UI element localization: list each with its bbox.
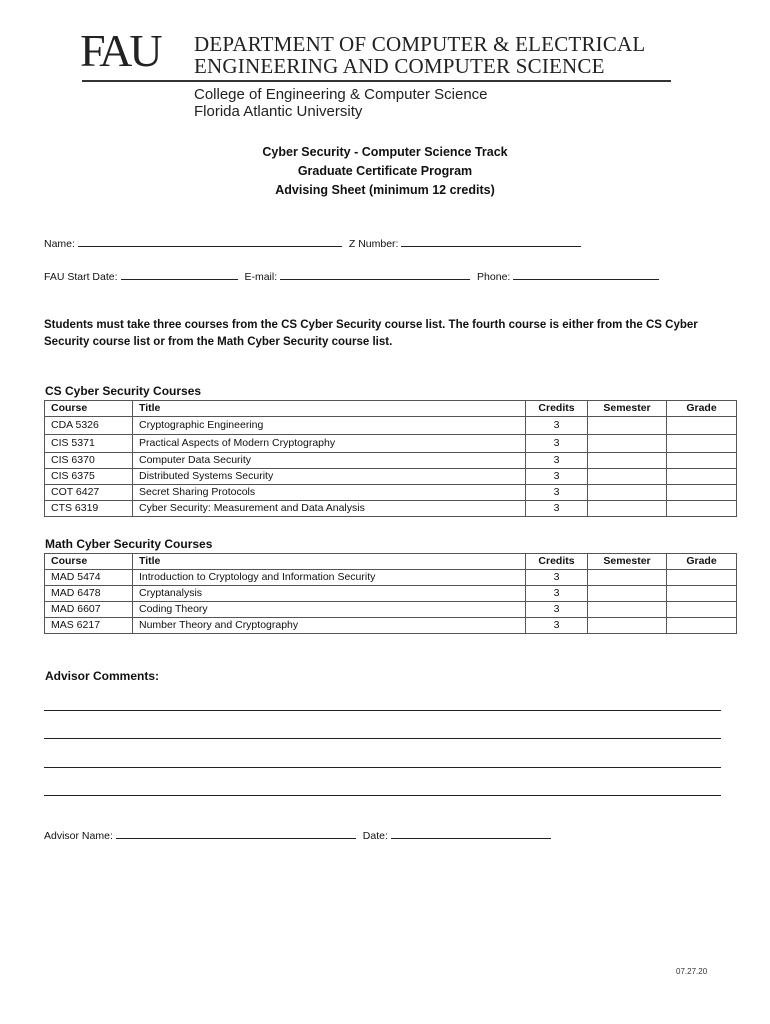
course-credits: 3 bbox=[526, 469, 588, 485]
semester-cell[interactable] bbox=[588, 618, 667, 634]
grade-cell[interactable] bbox=[667, 453, 737, 469]
advisor-comments-label: Advisor Comments: bbox=[45, 669, 160, 683]
course-title: Number Theory and Cryptography bbox=[133, 618, 526, 634]
header-divider bbox=[82, 80, 671, 82]
grade-cell[interactable] bbox=[667, 586, 737, 602]
cs-courses-table bbox=[44, 400, 737, 517]
table-header-row bbox=[45, 401, 737, 417]
course-credits: 3 bbox=[526, 485, 588, 501]
semester-cell[interactable] bbox=[588, 453, 667, 469]
title-line-2: Graduate Certificate Program bbox=[297, 164, 473, 178]
course-title: Distributed Systems Security bbox=[133, 469, 526, 485]
header-semester: Semester bbox=[588, 401, 667, 417]
title-line-1: Cyber Security - Computer Science Track bbox=[262, 145, 508, 159]
name-field[interactable] bbox=[78, 236, 342, 247]
course-code: CDA 5326 bbox=[45, 417, 133, 435]
semester-cell[interactable] bbox=[588, 435, 667, 453]
course-title: Coding Theory bbox=[133, 602, 526, 618]
phone-label: Phone: bbox=[477, 271, 511, 283]
math-table-title: Math Cyber Security Courses bbox=[45, 537, 213, 551]
course-code: MAD 6478 bbox=[45, 586, 133, 602]
grade-cell[interactable] bbox=[667, 618, 737, 634]
fau-logo bbox=[80, 25, 160, 76]
phone-field[interactable] bbox=[513, 269, 659, 280]
cs-table-title: CS Cyber Security Courses bbox=[45, 384, 202, 398]
semester-cell[interactable] bbox=[588, 586, 667, 602]
grade-cell[interactable] bbox=[667, 501, 737, 517]
contact-row bbox=[44, 269, 663, 283]
table-row bbox=[45, 435, 737, 453]
grade-cell[interactable] bbox=[667, 602, 737, 618]
table-row bbox=[45, 602, 737, 618]
semester-cell[interactable] bbox=[588, 417, 667, 435]
course-title: Cryptographic Engineering bbox=[133, 417, 526, 435]
grade-cell[interactable] bbox=[667, 417, 737, 435]
table-row bbox=[45, 501, 737, 517]
advisor-name-field[interactable] bbox=[116, 828, 356, 839]
date-label: Date: bbox=[362, 830, 388, 842]
table-header-row bbox=[45, 554, 737, 570]
advisor-date-field[interactable] bbox=[391, 828, 551, 839]
comment-line[interactable] bbox=[44, 795, 721, 796]
comment-line[interactable] bbox=[44, 767, 721, 768]
grade-cell[interactable] bbox=[667, 469, 737, 485]
email-label: E-mail: bbox=[244, 271, 278, 283]
header-grade: Grade bbox=[667, 554, 737, 570]
header-grade: Grade bbox=[667, 401, 737, 417]
university-name: Florida Atlantic University bbox=[194, 103, 363, 120]
course-title: Introduction to Cryptology and Information Security bbox=[133, 570, 526, 586]
course-credits: 3 bbox=[526, 618, 588, 634]
course-title: Cyber Security: Measurement and Data Analysis bbox=[133, 501, 526, 517]
grade-cell[interactable] bbox=[667, 570, 737, 586]
course-code: CIS 6370 bbox=[45, 453, 133, 469]
semester-cell[interactable] bbox=[588, 469, 667, 485]
course-credits: 3 bbox=[526, 586, 588, 602]
course-code: MAD 6607 bbox=[45, 602, 133, 618]
course-code: MAS 6217 bbox=[45, 618, 133, 634]
course-title: Computer Data Security bbox=[133, 453, 526, 469]
name-label: Name: bbox=[44, 238, 75, 250]
instructions: Students must take three courses from the CS Cyber Security course list. The fourth course is either from the CS Cyber Security course list or from the Math Cyber Security course list. bbox=[44, 319, 698, 348]
table-row bbox=[45, 618, 737, 634]
document-title bbox=[0, 143, 770, 200]
revision-date: 07.27.20 bbox=[676, 967, 708, 976]
course-code: COT 6427 bbox=[45, 485, 133, 501]
header-course: Course bbox=[45, 554, 133, 570]
advisor-name-label: Advisor Name: bbox=[44, 830, 113, 842]
department-line-2: ENGINEERING AND COMPUTER SCIENCE bbox=[194, 54, 605, 78]
name-row bbox=[44, 236, 585, 250]
z-number-field[interactable] bbox=[401, 236, 581, 247]
start-date-field[interactable] bbox=[121, 269, 238, 280]
course-code: CIS 6375 bbox=[45, 469, 133, 485]
course-credits: 3 bbox=[526, 453, 588, 469]
comment-line[interactable] bbox=[44, 738, 721, 739]
header-credits: Credits bbox=[526, 554, 588, 570]
department-name bbox=[194, 33, 645, 77]
table-row bbox=[45, 586, 737, 602]
table-row bbox=[45, 570, 737, 586]
course-credits: 3 bbox=[526, 435, 588, 453]
logo-text: FAU bbox=[80, 25, 160, 76]
header-semester: Semester bbox=[588, 554, 667, 570]
table-row bbox=[45, 417, 737, 435]
z-number-label: Z Number: bbox=[348, 238, 399, 250]
grade-cell[interactable] bbox=[667, 485, 737, 501]
math-courses-table bbox=[44, 553, 737, 634]
grade-cell[interactable] bbox=[667, 435, 737, 453]
course-title: Practical Aspects of Modern Cryptography bbox=[133, 435, 526, 453]
college-name: College of Engineering & Computer Science bbox=[194, 86, 488, 103]
header-title: Title bbox=[133, 401, 526, 417]
semester-cell[interactable] bbox=[588, 485, 667, 501]
advisor-signoff-row bbox=[44, 828, 555, 842]
header-course: Course bbox=[45, 401, 133, 417]
course-credits: 3 bbox=[526, 501, 588, 517]
course-title: Cryptanalysis bbox=[133, 586, 526, 602]
title-line-3: Advising Sheet (minimum 12 credits) bbox=[275, 183, 495, 197]
table-row bbox=[45, 485, 737, 501]
course-code: CTS 6319 bbox=[45, 501, 133, 517]
table-row bbox=[45, 469, 737, 485]
table-row bbox=[45, 453, 737, 469]
department-line-1: DEPARTMENT OF COMPUTER & ELECTRICAL bbox=[194, 32, 646, 56]
course-credits: 3 bbox=[526, 570, 588, 586]
course-title: Secret Sharing Protocols bbox=[133, 485, 526, 501]
course-credits: 3 bbox=[526, 602, 588, 618]
email-field[interactable] bbox=[280, 269, 470, 280]
course-credits: 3 bbox=[526, 417, 588, 435]
semester-cell[interactable] bbox=[588, 570, 667, 586]
comment-line[interactable] bbox=[44, 710, 721, 711]
semester-cell[interactable] bbox=[588, 501, 667, 517]
course-code: CIS 5371 bbox=[45, 435, 133, 453]
header-title: Title bbox=[133, 554, 526, 570]
course-code: MAD 5474 bbox=[45, 570, 133, 586]
header-credits: Credits bbox=[526, 401, 588, 417]
college-info bbox=[194, 86, 488, 120]
semester-cell[interactable] bbox=[588, 602, 667, 618]
start-date-label: FAU Start Date: bbox=[44, 271, 118, 283]
